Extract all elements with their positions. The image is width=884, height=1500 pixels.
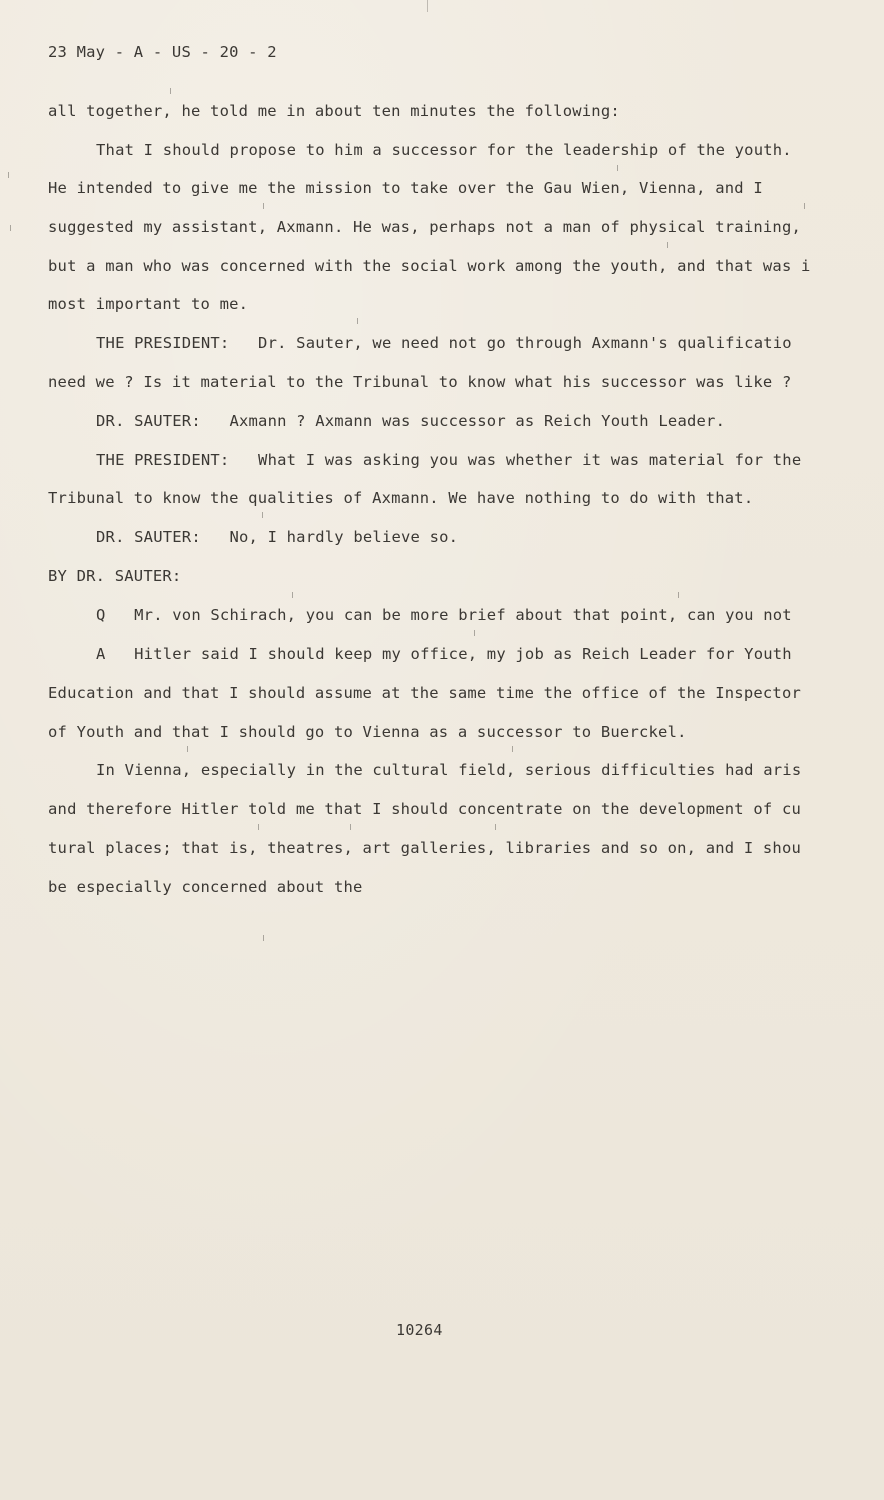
ink-mark xyxy=(258,824,259,830)
ink-mark xyxy=(667,242,668,248)
text-line: A Hitler said I should keep my office, my job as Reich Leader for Youth xyxy=(96,645,792,663)
text-line: In Vienna, especially in the cultural field, serious difficulties had aris xyxy=(96,761,802,779)
text-line: BY DR. SAUTER: xyxy=(48,567,182,585)
text-line: Q Mr. von Schirach, you can be more brief about that point, can you not xyxy=(96,606,792,624)
ink-mark xyxy=(8,172,9,178)
text-line: suggested my assistant, Axmann. He was, perhaps not a man of physical training, xyxy=(48,218,802,236)
ink-mark xyxy=(262,512,263,518)
ink-mark xyxy=(804,203,805,209)
ink-mark xyxy=(495,824,496,830)
text-line: Education and that I should assume at the same time the office of the Inspector xyxy=(48,684,802,702)
text-line: all together, he told me in about ten minutes the following: xyxy=(48,102,620,120)
text-line: most important to me. xyxy=(48,295,249,313)
text-line: and therefore Hitler told me that I should concentrate on the development of cu xyxy=(48,800,802,818)
text-line: DR. SAUTER: No, I hardly believe so. xyxy=(96,528,459,546)
text-line: THE PRESIDENT: What I was asking you was whether it was material for the xyxy=(96,451,802,469)
text-line: tural places; that is, theatres, art galleries, libraries and so on, and I shou xyxy=(48,839,802,857)
ink-mark xyxy=(292,592,293,598)
ink-mark xyxy=(617,165,618,171)
ink-mark xyxy=(678,592,679,598)
ink-mark xyxy=(263,203,264,209)
ink-mark xyxy=(170,88,171,94)
ink-mark xyxy=(350,824,351,830)
ink-mark xyxy=(474,630,475,636)
ink-mark xyxy=(263,935,264,941)
ink-mark xyxy=(10,225,11,231)
text-line: That I should propose to him a successor for the leadership of the youth. xyxy=(96,141,792,159)
page-header: 23 May - A - US - 20 - 2 xyxy=(48,43,277,61)
page-number: 10264 xyxy=(396,1321,443,1339)
text-line: but a man who was concerned with the social work among the youth, and that was i xyxy=(48,257,811,275)
text-line: DR. SAUTER: Axmann ? Axmann was successor as Reich Youth Leader. xyxy=(96,412,726,430)
fold-mark xyxy=(427,0,428,12)
text-line: He intended to give me the mission to take over the Gau Wien, Vienna, and I xyxy=(48,179,763,197)
ink-mark xyxy=(512,746,513,752)
text-line: Tribunal to know the qualities of Axmann. We have nothing to do with that. xyxy=(48,489,754,507)
text-line: be especially concerned about the xyxy=(48,878,363,896)
text-line: of Youth and that I should go to Vienna as a successor to Buerckel. xyxy=(48,723,687,741)
ink-mark xyxy=(187,746,188,752)
text-line: need we ? Is it material to the Tribunal to know what his successor was like ? xyxy=(48,373,792,391)
ink-mark xyxy=(357,318,358,324)
text-line: THE PRESIDENT: Dr. Sauter, we need not go through Axmann's qualificatio xyxy=(96,334,792,352)
